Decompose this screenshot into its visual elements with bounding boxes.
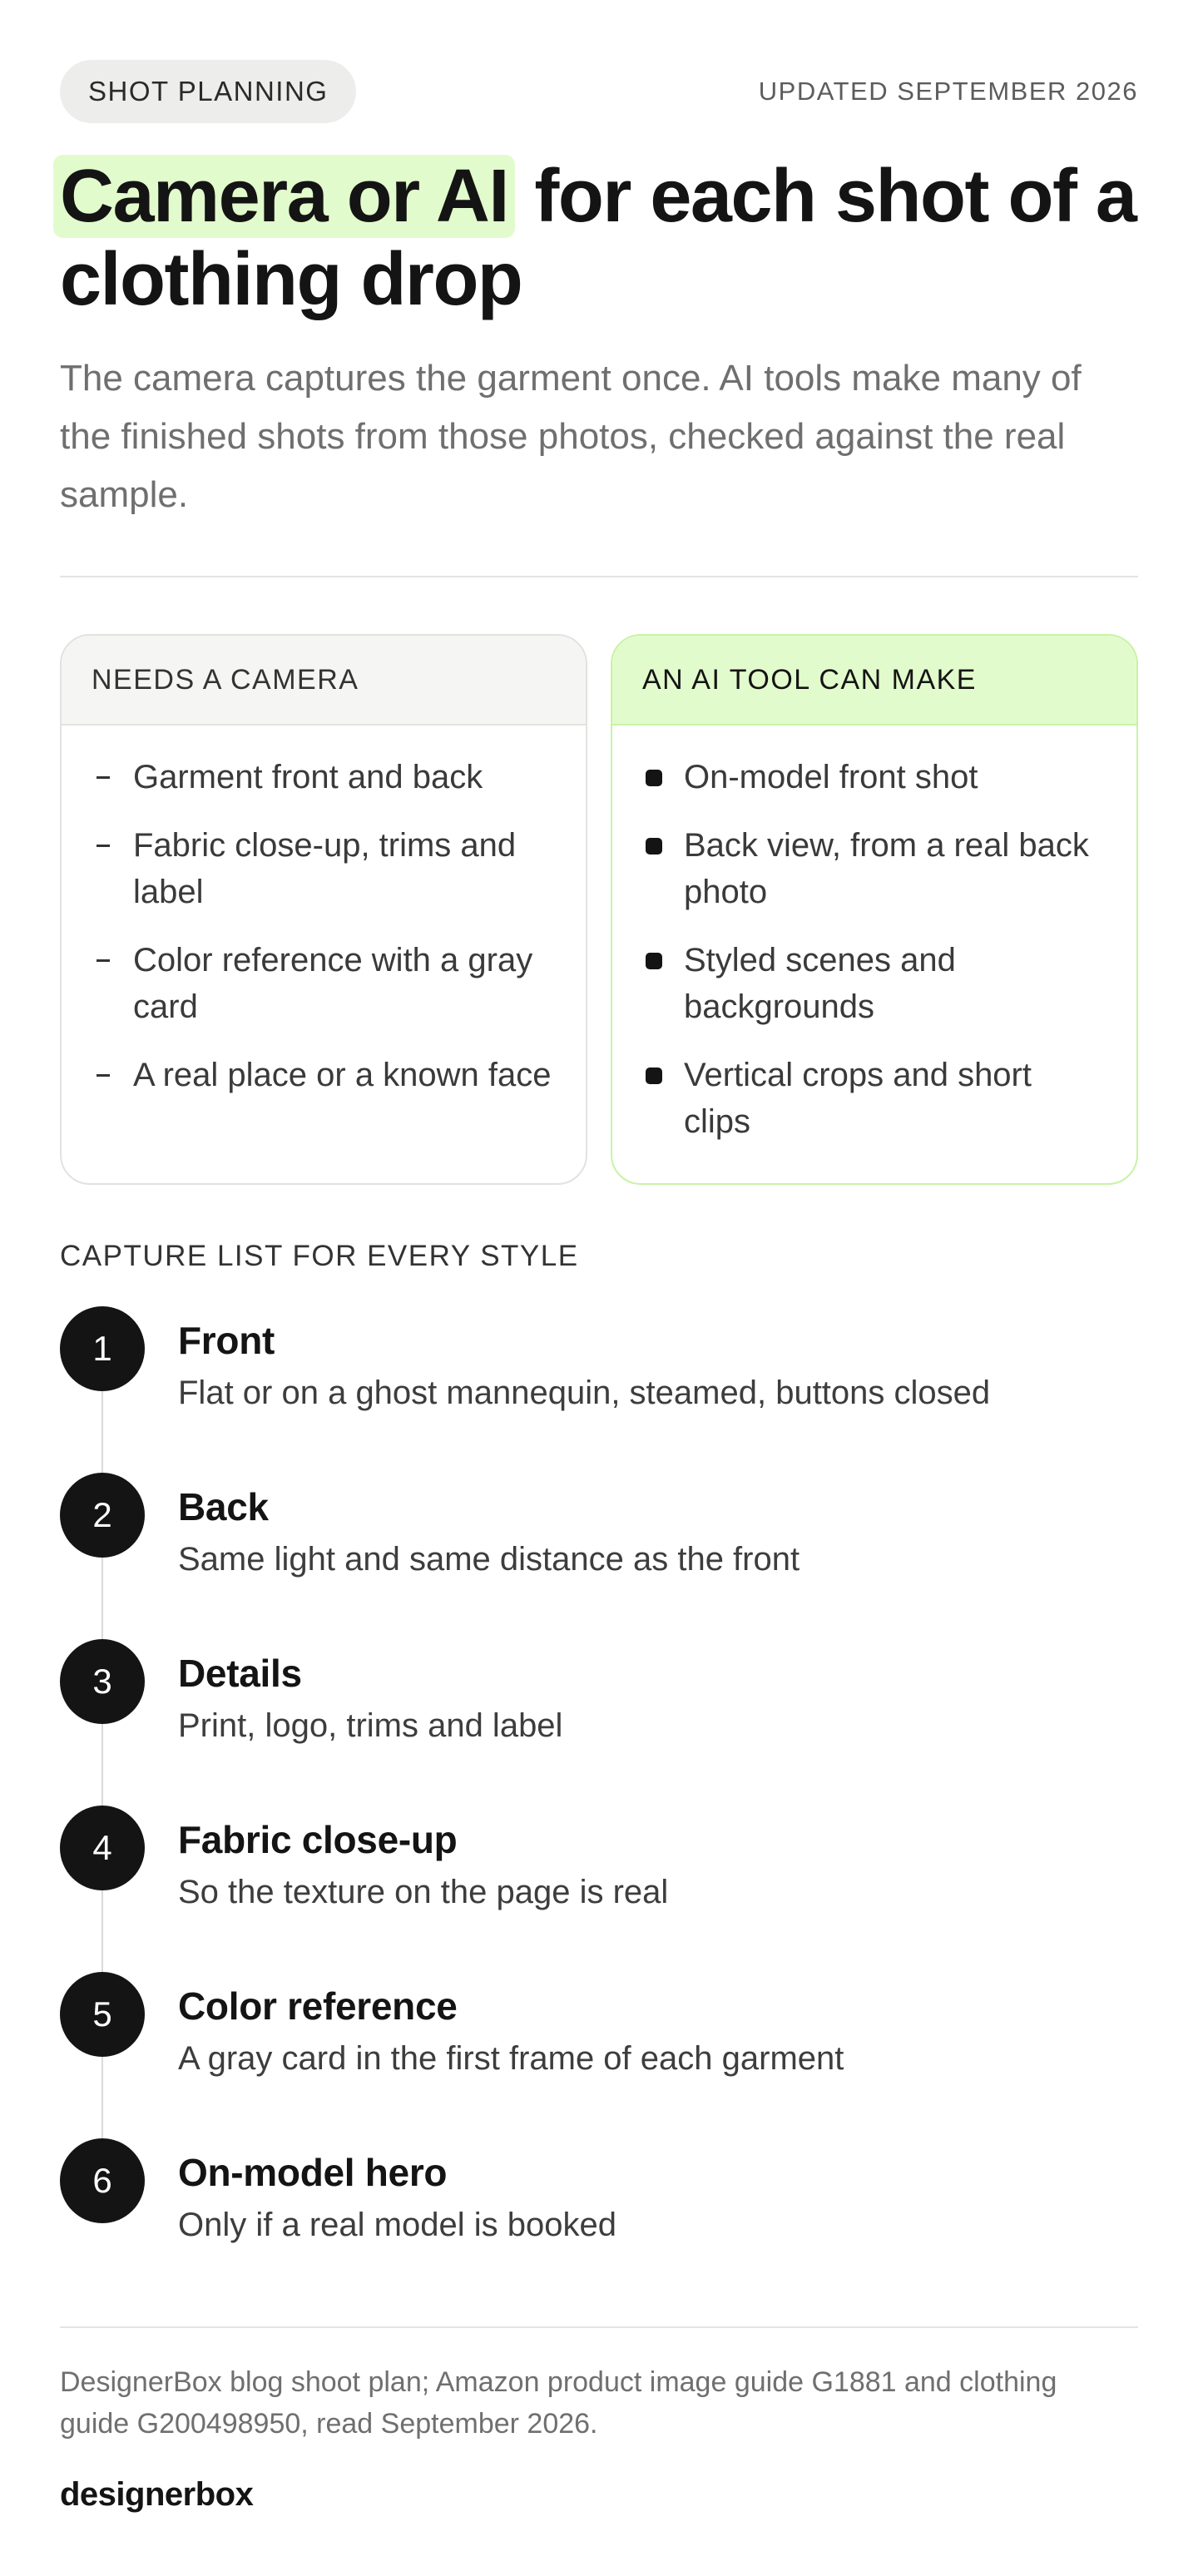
step-title: Front: [178, 1319, 275, 1362]
step-title: On-model hero: [178, 2151, 448, 2194]
needs-camera-card: [60, 634, 587, 1185]
capture-steps: [60, 1306, 1138, 2305]
step-description: Same light and same distance as the front: [178, 1541, 800, 1578]
updated-date: UPDATED SEPTEMBER 2026: [758, 77, 1138, 106]
step-number: 1: [60, 1306, 145, 1391]
list-item-text: Vertical crops and short clips: [684, 1057, 1032, 1140]
list-item-text: A real place or a known face: [133, 1057, 552, 1093]
source-note: DesignerBox blog shoot plan; Amazon product image guide G1881 and clothing guide G200498950, read September 2026.: [60, 2366, 1057, 2440]
step-number: 4: [60, 1806, 145, 1890]
list-item-text: Garment front and back: [133, 759, 483, 795]
list-item-text: Back view, from a real back photo: [684, 827, 1089, 910]
step-item: [60, 1639, 1138, 1806]
step-description: So the texture on the page is real: [178, 1874, 669, 1910]
list-item: [92, 754, 556, 800]
step-title: Back: [178, 1485, 269, 1528]
capture-list-label: CAPTURE LIST FOR EVERY STYLE: [60, 1240, 579, 1272]
dash-icon: [92, 1052, 133, 1098]
list-item-text: Fabric close-up, trims and label: [133, 827, 517, 910]
dash-icon: [92, 754, 133, 800]
card-heading: NEEDS A CAMERA: [62, 636, 586, 726]
intro-text: The camera captures the garment once. AI tools make many of the finished shots from those photos, checked against the real sample.: [60, 358, 1082, 515]
step-title: Fabric close-up: [178, 1818, 458, 1861]
title-highlight: Camera or AI: [53, 155, 515, 238]
ai-list: [612, 726, 1136, 1145]
dash-icon: [92, 937, 133, 1030]
step-description: A gray card in the first frame of each garment: [178, 2040, 844, 2077]
step-number: 2: [60, 1473, 145, 1558]
step-item: [60, 1806, 1138, 1972]
square-bullet-icon: [642, 822, 684, 915]
list-item: [642, 822, 1106, 915]
camera-list: [62, 726, 586, 1098]
step-item: [60, 1972, 1138, 2138]
step-number: 5: [60, 1972, 145, 2057]
step-item: [60, 1306, 1138, 1473]
top-bar: [60, 60, 1138, 123]
page-title: [60, 155, 1141, 321]
list-item-text: Styled scenes and backgrounds: [684, 942, 956, 1025]
list-item: [92, 1052, 556, 1098]
step-title: Details: [178, 1652, 302, 1695]
ai-tool-card: [611, 634, 1138, 1185]
list-item: [642, 1052, 1106, 1145]
square-bullet-icon: [642, 754, 684, 800]
category-tag[interactable]: SHOT PLANNING: [60, 60, 356, 123]
step-description: Flat or on a ghost mannequin, steamed, buttons closed: [178, 1375, 991, 1411]
list-item: [92, 822, 556, 915]
square-bullet-icon: [642, 937, 684, 1030]
step-number: 3: [60, 1639, 145, 1724]
step-item: [60, 2138, 1138, 2305]
card-heading: AN AI TOOL CAN MAKE: [612, 636, 1136, 726]
list-item: [642, 937, 1106, 1030]
list-item: [92, 937, 556, 1030]
dash-icon: [92, 822, 133, 915]
divider: [60, 576, 1138, 577]
step-description: Print, logo, trims and label: [178, 1707, 563, 1744]
step-title: Color reference: [178, 1984, 458, 2028]
list-item: [642, 754, 1106, 800]
step-description: Only if a real model is booked: [178, 2207, 616, 2243]
step-number: 6: [60, 2138, 145, 2223]
list-item-text: On-model front shot: [684, 759, 978, 795]
square-bullet-icon: [642, 1052, 684, 1145]
brand-logo[interactable]: designerbox: [60, 2476, 254, 2513]
title-rest: for each shot of a clothing drop: [60, 155, 1136, 321]
step-item: [60, 1473, 1138, 1639]
list-item-text: Color reference with a gray card: [133, 942, 533, 1025]
divider: [60, 2326, 1138, 2328]
